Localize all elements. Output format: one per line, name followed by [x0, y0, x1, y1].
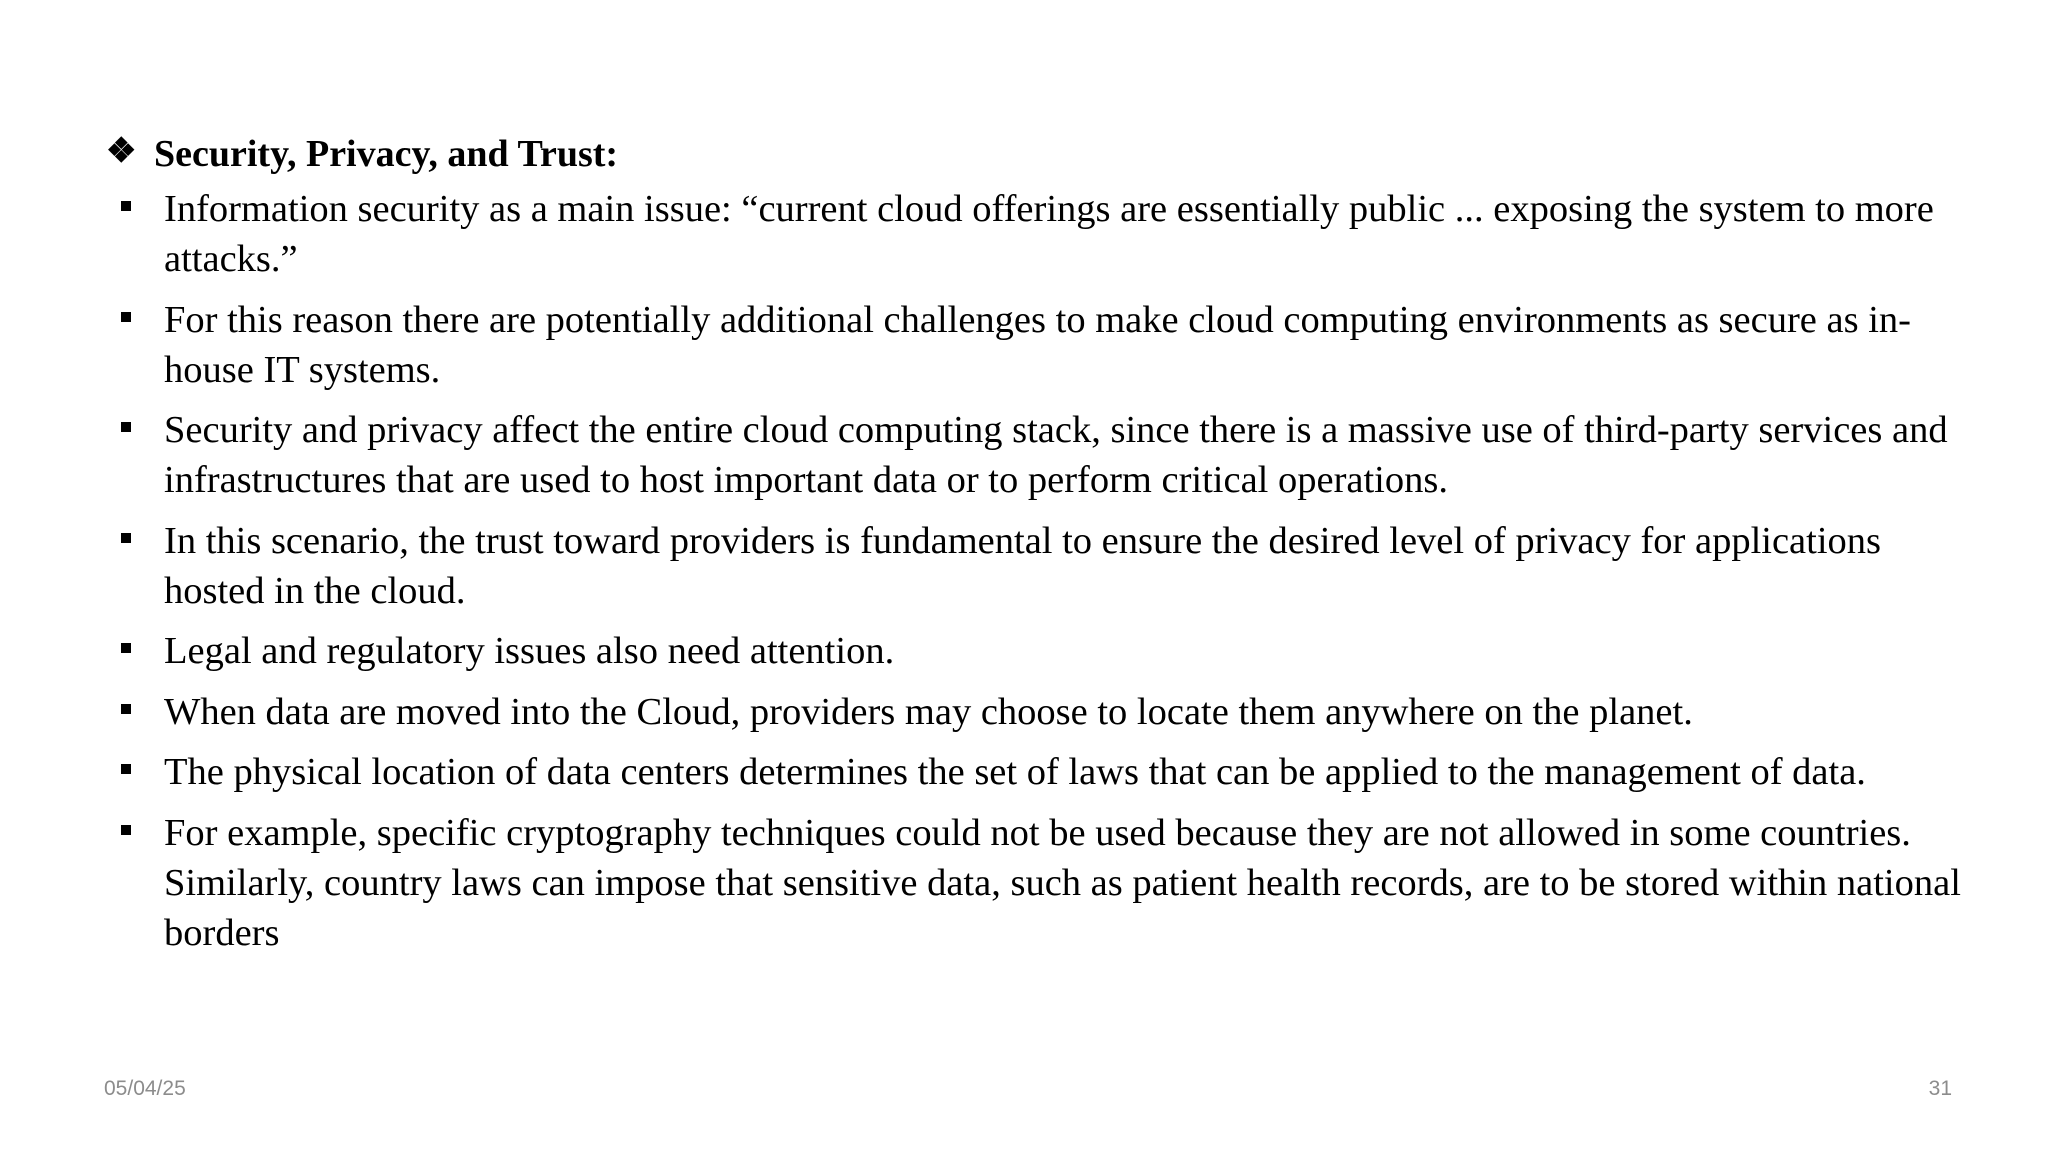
square-bullet-icon [106, 295, 164, 345]
footer-date: 05/04/25 [104, 1077, 186, 1100]
square-bullet-icon [106, 405, 164, 455]
heading-text: Security, Privacy, and Trust: [154, 133, 619, 175]
list-item [106, 687, 1986, 737]
bullet-list [106, 184, 1986, 958]
square-bullet-icon [106, 687, 164, 737]
bullet-text: Security and privacy affect the entire cloud computing stack, since there is a massive use of third-party services and infrastructures that are used to host important data or to perform critical operations. [164, 409, 1948, 501]
bullet-text: For example, specific cryptography techniques could not be used because they are not allowed in some countries. Similarly, country laws can impose that sensitive data, such as patient health records, are to be stored within national borders [164, 811, 1961, 954]
list-item [106, 516, 1986, 616]
bullet-text: When data are moved into the Cloud, providers may choose to locate them anywhere on the planet. [164, 690, 1693, 733]
list-item [106, 747, 1986, 797]
page-number: 31 [1928, 1077, 1952, 1100]
bullet-text: Information security as a main issue: “current cloud offerings are essentially public ... exposing the system to more attacks.” [164, 188, 1934, 280]
square-bullet-icon [106, 808, 164, 858]
diamond-four-bullet-icon: ❖ [106, 133, 137, 170]
slide-content [106, 126, 1986, 968]
square-bullet-icon [106, 626, 164, 676]
list-item [106, 808, 1986, 958]
bullet-text: For this reason there are potentially additional challenges to make cloud computing environments as secure as in-house IT systems. [164, 298, 1911, 391]
list-item [106, 405, 1986, 505]
square-bullet-icon [106, 747, 164, 797]
bullet-text: In this scenario, the trust toward providers is fundamental to ensure the desired level of privacy for applications hosted in the cloud. [164, 519, 1882, 612]
slide-heading [106, 126, 1986, 182]
list-item [106, 295, 1986, 395]
bullet-text: The physical location of data centers determines the set of laws that can be applied to the management of data. [164, 751, 1866, 793]
list-item [106, 184, 1986, 284]
square-bullet-icon [106, 516, 164, 566]
list-item [106, 626, 1986, 676]
bullet-text: Legal and regulatory issues also need attention. [164, 630, 895, 672]
square-bullet-icon [106, 184, 164, 234]
